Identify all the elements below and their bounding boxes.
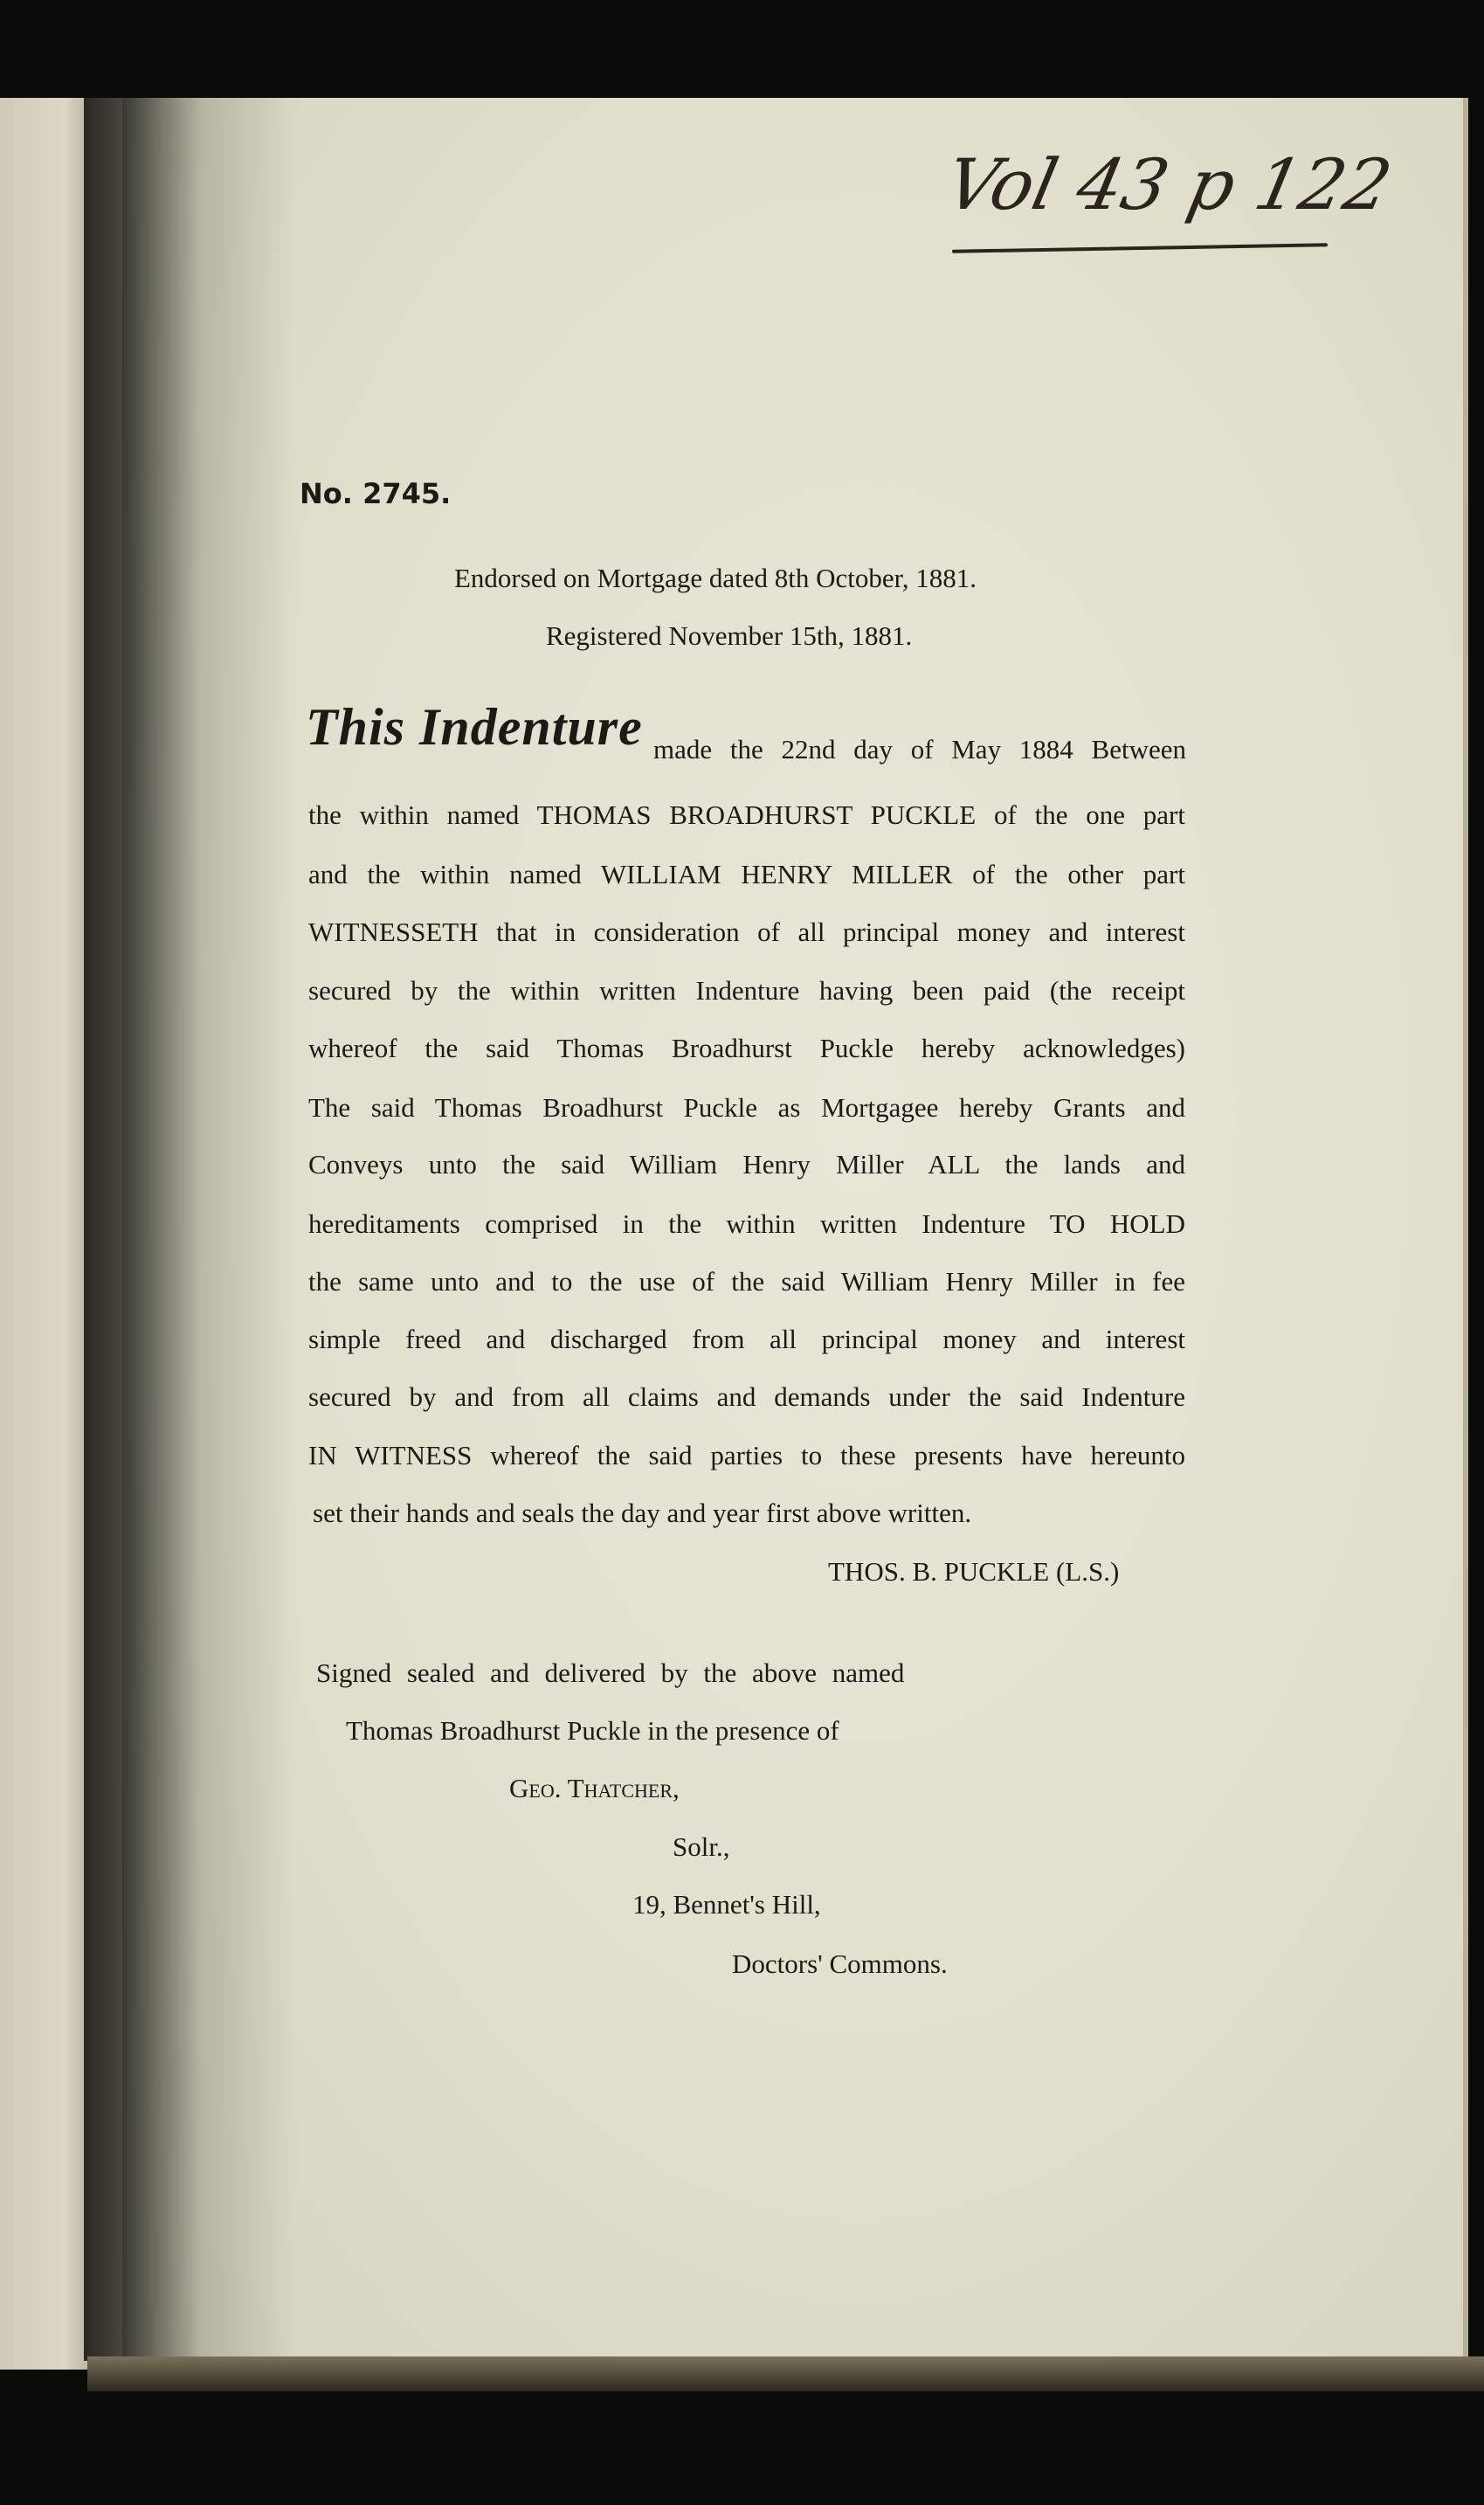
registered-line: Registered November 15th, 1881. [546, 620, 913, 651]
body-line: set their hands and seals the day and year first above written. [313, 1498, 972, 1528]
witness-name: Geo. Thatcher, [509, 1773, 680, 1803]
body-line: simple freed and discharged from all principal money and interest [308, 1324, 1185, 1354]
body-line: and the within named WILLIAM HENRY MILLER of the other part [308, 859, 1185, 889]
body-line: whereof the said Thomas Broadhurst Puckle hereby acknowledges) [308, 1033, 1185, 1063]
body-line: The said Thomas Broadhurst Puckle as Mortgagee hereby Grants and [308, 1092, 1185, 1123]
book-edge [87, 2356, 1484, 2391]
document-number: No. 2745. [300, 477, 452, 510]
body-line: WITNESSETH that in consideration of all principal money and interest [308, 917, 1185, 947]
page-shadow [122, 98, 297, 2356]
attestation-line: Thomas Broadhurst Puckle in the presence of [346, 1715, 839, 1746]
body-line: Conveys unto the said William Henry Miller ALL the lands and [308, 1149, 1185, 1180]
body-line: secured by and from all claims and demands under the said Indenture [308, 1381, 1185, 1412]
heading-this-indenture: This Indenture [306, 698, 643, 756]
attestation-line: Signed sealed and delivered by the above named [316, 1657, 905, 1688]
body-line: hereditaments comprised in the within written Indenture TO HOLD [308, 1208, 1185, 1239]
body-line: the within named THOMAS BROADHURST PUCKLE of the one part [308, 799, 1185, 830]
body-line: made the 22nd day of May 1884 Between [653, 734, 1186, 765]
facing-page [0, 98, 91, 2370]
body-line: IN WITNESS whereof the said parties to these presents have hereunto [308, 1440, 1185, 1470]
witness-address-1: 19, Bennet's Hill, [632, 1889, 821, 1920]
endorsed-line: Endorsed on Mortgage dated 8th October, 1881. [454, 563, 977, 593]
body-line: the same unto and to the use of the said William Henry Miller in fee [308, 1266, 1185, 1297]
body-line: secured by the within written Indenture having been paid (the receipt [308, 975, 1185, 1006]
witness-title: Solr., [673, 1831, 730, 1862]
signature-line: THOS. B. PUCKLE (L.S.) [828, 1556, 1120, 1587]
handwritten-reference: Vol 43 p 122 [939, 144, 1399, 225]
witness-address-2: Doctors' Commons. [732, 1948, 948, 1979]
